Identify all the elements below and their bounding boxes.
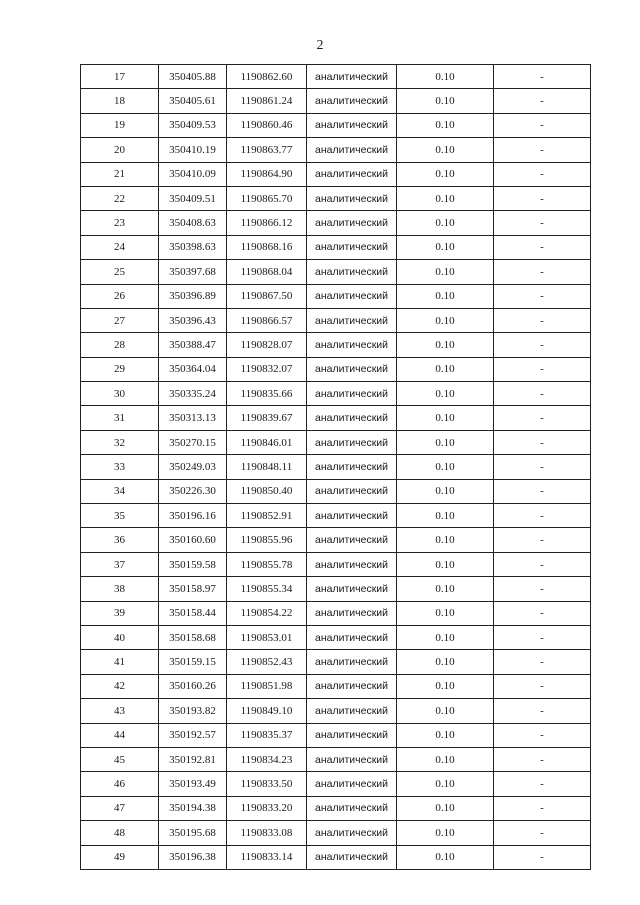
x-coordinate-cell: 350159.58	[159, 552, 227, 576]
method-cell: аналитический	[307, 455, 397, 479]
table-row	[81, 723, 591, 747]
table-row	[81, 382, 591, 406]
table-row	[81, 284, 591, 308]
table-row	[81, 113, 591, 137]
accuracy-cell: 0.10	[397, 357, 494, 381]
point-number-cell: 28	[81, 333, 159, 357]
x-coordinate-cell: 350410.19	[159, 138, 227, 162]
table-row	[81, 674, 591, 698]
point-number-cell: 46	[81, 772, 159, 796]
note-cell: -	[494, 113, 591, 137]
y-coordinate-cell: 1190833.20	[227, 796, 307, 820]
x-coordinate-cell: 350409.51	[159, 186, 227, 210]
note-cell: -	[494, 552, 591, 576]
accuracy-cell: 0.10	[397, 308, 494, 332]
table-row	[81, 601, 591, 625]
table-row	[81, 528, 591, 552]
point-number-cell: 30	[81, 382, 159, 406]
point-number-cell: 41	[81, 650, 159, 674]
x-coordinate-cell: 350158.44	[159, 601, 227, 625]
note-cell: -	[494, 845, 591, 869]
method-cell: аналитический	[307, 650, 397, 674]
table-row	[81, 552, 591, 576]
x-coordinate-cell: 350405.61	[159, 89, 227, 113]
method-cell: аналитический	[307, 552, 397, 576]
method-cell: аналитический	[307, 284, 397, 308]
accuracy-cell: 0.10	[397, 552, 494, 576]
accuracy-cell: 0.10	[397, 479, 494, 503]
point-number-cell: 29	[81, 357, 159, 381]
method-cell: аналитический	[307, 260, 397, 284]
method-cell: аналитический	[307, 479, 397, 503]
method-cell: аналитический	[307, 528, 397, 552]
note-cell: -	[494, 333, 591, 357]
x-coordinate-cell: 350192.57	[159, 723, 227, 747]
x-coordinate-cell: 350405.88	[159, 65, 227, 89]
y-coordinate-cell: 1190861.24	[227, 89, 307, 113]
point-number-cell: 26	[81, 284, 159, 308]
x-coordinate-cell: 350388.47	[159, 333, 227, 357]
y-coordinate-cell: 1190850.40	[227, 479, 307, 503]
note-cell: -	[494, 284, 591, 308]
y-coordinate-cell: 1190853.01	[227, 625, 307, 649]
method-cell: аналитический	[307, 235, 397, 259]
accuracy-cell: 0.10	[397, 845, 494, 869]
note-cell: -	[494, 455, 591, 479]
point-number-cell: 35	[81, 504, 159, 528]
x-coordinate-cell: 350192.81	[159, 747, 227, 771]
x-coordinate-cell: 350249.03	[159, 455, 227, 479]
y-coordinate-cell: 1190860.46	[227, 113, 307, 137]
x-coordinate-cell: 350396.89	[159, 284, 227, 308]
method-cell: аналитический	[307, 821, 397, 845]
accuracy-cell: 0.10	[397, 674, 494, 698]
accuracy-cell: 0.10	[397, 162, 494, 186]
note-cell: -	[494, 601, 591, 625]
table-row	[81, 699, 591, 723]
note-cell: -	[494, 211, 591, 235]
x-coordinate-cell: 350226.30	[159, 479, 227, 503]
x-coordinate-cell: 350193.82	[159, 699, 227, 723]
note-cell: -	[494, 138, 591, 162]
y-coordinate-cell: 1190855.34	[227, 577, 307, 601]
point-number-cell: 21	[81, 162, 159, 186]
note-cell: -	[494, 186, 591, 210]
x-coordinate-cell: 350313.13	[159, 406, 227, 430]
accuracy-cell: 0.10	[397, 504, 494, 528]
accuracy-cell: 0.10	[397, 747, 494, 771]
x-coordinate-cell: 350270.15	[159, 430, 227, 454]
y-coordinate-cell: 1190852.91	[227, 504, 307, 528]
method-cell: аналитический	[307, 65, 397, 89]
point-number-cell: 23	[81, 211, 159, 235]
x-coordinate-cell: 350408.63	[159, 211, 227, 235]
point-number-cell: 42	[81, 674, 159, 698]
method-cell: аналитический	[307, 406, 397, 430]
method-cell: аналитический	[307, 796, 397, 820]
point-number-cell: 31	[81, 406, 159, 430]
point-number-cell: 24	[81, 235, 159, 259]
note-cell: -	[494, 504, 591, 528]
note-cell: -	[494, 821, 591, 845]
accuracy-cell: 0.10	[397, 723, 494, 747]
table-row	[81, 89, 591, 113]
accuracy-cell: 0.10	[397, 577, 494, 601]
x-coordinate-cell: 350195.68	[159, 821, 227, 845]
note-cell: -	[494, 796, 591, 820]
y-coordinate-cell: 1190835.66	[227, 382, 307, 406]
note-cell: -	[494, 162, 591, 186]
y-coordinate-cell: 1190867.50	[227, 284, 307, 308]
table-row	[81, 65, 591, 89]
method-cell: аналитический	[307, 113, 397, 137]
accuracy-cell: 0.10	[397, 528, 494, 552]
x-coordinate-cell: 350158.97	[159, 577, 227, 601]
x-coordinate-cell: 350335.24	[159, 382, 227, 406]
note-cell: -	[494, 772, 591, 796]
y-coordinate-cell: 1190833.50	[227, 772, 307, 796]
x-coordinate-cell: 350396.43	[159, 308, 227, 332]
coordinates-table	[80, 64, 591, 870]
y-coordinate-cell: 1190833.08	[227, 821, 307, 845]
table-row	[81, 625, 591, 649]
accuracy-cell: 0.10	[397, 406, 494, 430]
method-cell: аналитический	[307, 382, 397, 406]
page-number: 2	[316, 38, 324, 53]
table-row	[81, 333, 591, 357]
table-row	[81, 577, 591, 601]
note-cell: -	[494, 723, 591, 747]
method-cell: аналитический	[307, 845, 397, 869]
y-coordinate-cell: 1190855.96	[227, 528, 307, 552]
accuracy-cell: 0.10	[397, 772, 494, 796]
point-number-cell: 45	[81, 747, 159, 771]
note-cell: -	[494, 577, 591, 601]
note-cell: -	[494, 65, 591, 89]
point-number-cell: 48	[81, 821, 159, 845]
accuracy-cell: 0.10	[397, 625, 494, 649]
table-row	[81, 650, 591, 674]
x-coordinate-cell: 350158.68	[159, 625, 227, 649]
y-coordinate-cell: 1190862.60	[227, 65, 307, 89]
accuracy-cell: 0.10	[397, 796, 494, 820]
accuracy-cell: 0.10	[397, 601, 494, 625]
accuracy-cell: 0.10	[397, 455, 494, 479]
accuracy-cell: 0.10	[397, 260, 494, 284]
x-coordinate-cell: 350196.16	[159, 504, 227, 528]
x-coordinate-cell: 350193.49	[159, 772, 227, 796]
x-coordinate-cell: 350160.26	[159, 674, 227, 698]
table-row	[81, 138, 591, 162]
table-row	[81, 406, 591, 430]
table-row	[81, 357, 591, 381]
accuracy-cell: 0.10	[397, 138, 494, 162]
accuracy-cell: 0.10	[397, 284, 494, 308]
table-row	[81, 796, 591, 820]
note-cell: -	[494, 406, 591, 430]
method-cell: аналитический	[307, 723, 397, 747]
method-cell: аналитический	[307, 138, 397, 162]
accuracy-cell: 0.10	[397, 211, 494, 235]
y-coordinate-cell: 1190868.16	[227, 235, 307, 259]
accuracy-cell: 0.10	[397, 699, 494, 723]
y-coordinate-cell: 1190866.57	[227, 308, 307, 332]
point-number-cell: 20	[81, 138, 159, 162]
method-cell: аналитический	[307, 89, 397, 113]
note-cell: -	[494, 650, 591, 674]
y-coordinate-cell: 1190846.01	[227, 430, 307, 454]
accuracy-cell: 0.10	[397, 333, 494, 357]
x-coordinate-cell: 350196.38	[159, 845, 227, 869]
y-coordinate-cell: 1190833.14	[227, 845, 307, 869]
point-number-cell: 18	[81, 89, 159, 113]
note-cell: -	[494, 625, 591, 649]
method-cell: аналитический	[307, 674, 397, 698]
method-cell: аналитический	[307, 211, 397, 235]
note-cell: -	[494, 674, 591, 698]
table-row	[81, 845, 591, 869]
y-coordinate-cell: 1190852.43	[227, 650, 307, 674]
table-row	[81, 747, 591, 771]
method-cell: аналитический	[307, 186, 397, 210]
x-coordinate-cell: 350364.04	[159, 357, 227, 381]
y-coordinate-cell: 1190865.70	[227, 186, 307, 210]
method-cell: аналитический	[307, 162, 397, 186]
y-coordinate-cell: 1190854.22	[227, 601, 307, 625]
y-coordinate-cell: 1190864.90	[227, 162, 307, 186]
y-coordinate-cell: 1190834.23	[227, 747, 307, 771]
point-number-cell: 44	[81, 723, 159, 747]
coordinates-table-body	[81, 65, 591, 870]
note-cell: -	[494, 747, 591, 771]
method-cell: аналитический	[307, 772, 397, 796]
note-cell: -	[494, 260, 591, 284]
table-row	[81, 430, 591, 454]
method-cell: аналитический	[307, 577, 397, 601]
table-row	[81, 479, 591, 503]
note-cell: -	[494, 528, 591, 552]
y-coordinate-cell: 1190839.67	[227, 406, 307, 430]
note-cell: -	[494, 89, 591, 113]
point-number-cell: 34	[81, 479, 159, 503]
method-cell: аналитический	[307, 625, 397, 649]
table-row	[81, 308, 591, 332]
note-cell: -	[494, 357, 591, 381]
accuracy-cell: 0.10	[397, 113, 494, 137]
table-row	[81, 772, 591, 796]
x-coordinate-cell: 350160.60	[159, 528, 227, 552]
y-coordinate-cell: 1190868.04	[227, 260, 307, 284]
point-number-cell: 38	[81, 577, 159, 601]
y-coordinate-cell: 1190866.12	[227, 211, 307, 235]
x-coordinate-cell: 350410.09	[159, 162, 227, 186]
point-number-cell: 27	[81, 308, 159, 332]
table-row	[81, 186, 591, 210]
point-number-cell: 39	[81, 601, 159, 625]
note-cell: -	[494, 308, 591, 332]
y-coordinate-cell: 1190848.11	[227, 455, 307, 479]
table-row	[81, 455, 591, 479]
method-cell: аналитический	[307, 357, 397, 381]
point-number-cell: 43	[81, 699, 159, 723]
y-coordinate-cell: 1190849.10	[227, 699, 307, 723]
y-coordinate-cell: 1190832.07	[227, 357, 307, 381]
point-number-cell: 33	[81, 455, 159, 479]
accuracy-cell: 0.10	[397, 65, 494, 89]
x-coordinate-cell: 350398.63	[159, 235, 227, 259]
table-row	[81, 504, 591, 528]
point-number-cell: 25	[81, 260, 159, 284]
method-cell: аналитический	[307, 430, 397, 454]
y-coordinate-cell: 1190835.37	[227, 723, 307, 747]
accuracy-cell: 0.10	[397, 89, 494, 113]
point-number-cell: 37	[81, 552, 159, 576]
x-coordinate-cell: 350159.15	[159, 650, 227, 674]
point-number-cell: 49	[81, 845, 159, 869]
method-cell: аналитический	[307, 699, 397, 723]
point-number-cell: 36	[81, 528, 159, 552]
note-cell: -	[494, 235, 591, 259]
accuracy-cell: 0.10	[397, 235, 494, 259]
method-cell: аналитический	[307, 747, 397, 771]
point-number-cell: 22	[81, 186, 159, 210]
x-coordinate-cell: 350397.68	[159, 260, 227, 284]
y-coordinate-cell: 1190828.07	[227, 333, 307, 357]
method-cell: аналитический	[307, 333, 397, 357]
y-coordinate-cell: 1190851.98	[227, 674, 307, 698]
accuracy-cell: 0.10	[397, 430, 494, 454]
point-number-cell: 40	[81, 625, 159, 649]
note-cell: -	[494, 430, 591, 454]
method-cell: аналитический	[307, 504, 397, 528]
accuracy-cell: 0.10	[397, 382, 494, 406]
method-cell: аналитический	[307, 308, 397, 332]
y-coordinate-cell: 1190855.78	[227, 552, 307, 576]
table-row	[81, 162, 591, 186]
point-number-cell: 32	[81, 430, 159, 454]
note-cell: -	[494, 699, 591, 723]
method-cell: аналитический	[307, 601, 397, 625]
accuracy-cell: 0.10	[397, 821, 494, 845]
table-row	[81, 821, 591, 845]
point-number-cell: 47	[81, 796, 159, 820]
point-number-cell: 19	[81, 113, 159, 137]
note-cell: -	[494, 479, 591, 503]
accuracy-cell: 0.10	[397, 650, 494, 674]
table-row	[81, 235, 591, 259]
accuracy-cell: 0.10	[397, 186, 494, 210]
x-coordinate-cell: 350194.38	[159, 796, 227, 820]
x-coordinate-cell: 350409.53	[159, 113, 227, 137]
note-cell: -	[494, 382, 591, 406]
table-row	[81, 211, 591, 235]
point-number-cell: 17	[81, 65, 159, 89]
table-row	[81, 260, 591, 284]
y-coordinate-cell: 1190863.77	[227, 138, 307, 162]
